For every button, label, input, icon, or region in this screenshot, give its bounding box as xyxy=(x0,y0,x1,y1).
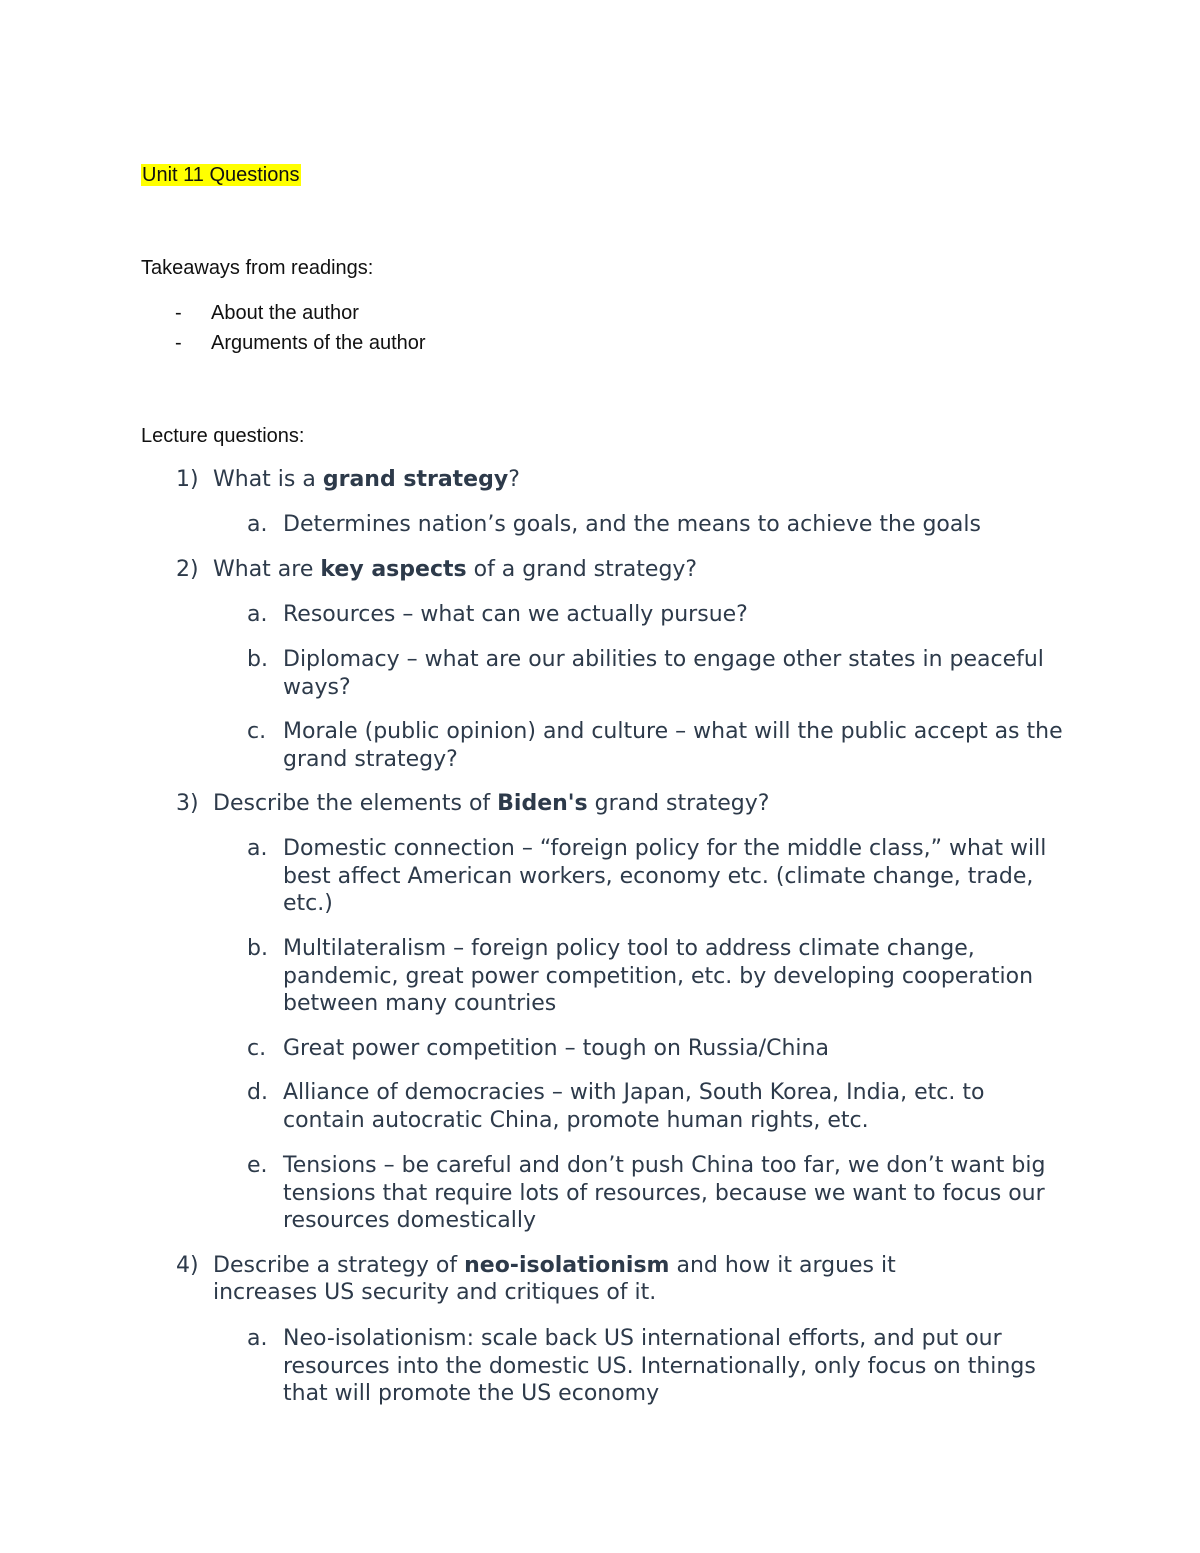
answer-text: Determines nation’s goals, and the means to achieve the goals xyxy=(283,512,981,537)
answer-letter: a. xyxy=(247,1326,268,1351)
answer-letter: b. xyxy=(247,936,268,961)
answer-text: Tensions – be careful and don’t push China too far, we don’t want big tensions that require lots of resources, because we want to focus our resources domestically xyxy=(283,1153,1046,1233)
question-number: 1) xyxy=(176,467,199,492)
answer-letter: b. xyxy=(247,647,268,672)
question-text: Describe a strategy of neo-isolationism and how it argues it increases US security and critiques of it. xyxy=(213,1253,896,1305)
answer-letter: e. xyxy=(247,1153,268,1178)
takeaway-item-text: About the author xyxy=(211,302,359,324)
bullet-dash: - xyxy=(175,332,182,354)
answer-text: Great power competition – tough on Russia/China xyxy=(283,1036,829,1061)
question-text: What is a grand strategy? xyxy=(213,467,520,492)
answer-letter: d. xyxy=(247,1080,268,1105)
answer-text: Morale (public opinion) and culture – what will the public accept as the grand strategy? xyxy=(283,719,1063,772)
answer-letter: c. xyxy=(247,1036,267,1061)
page-title-text: Unit 11 Questions xyxy=(142,164,300,186)
answer-letter: c. xyxy=(247,719,267,744)
question-text: What are key aspects of a grand strategy? xyxy=(213,557,698,582)
answer-letter: a. xyxy=(247,602,268,627)
question-number: 4) xyxy=(176,1253,199,1278)
answer-text: Multilateralism – foreign policy tool to address climate change, pandemic, great power competition, etc. by developing cooperation between many countries xyxy=(283,936,1034,1016)
question-number: 2) xyxy=(176,557,199,582)
question-number: 3) xyxy=(176,791,199,816)
answer-letter: a. xyxy=(247,512,268,537)
answer-text: Neo-isolationism: scale back US international efforts, and put our resources into the domestic US. Internationally, only focus on things that will promote the US economy xyxy=(283,1326,1036,1406)
bullet-dash: - xyxy=(175,302,182,324)
page-title xyxy=(141,163,301,187)
answer-text: Alliance of democracies – with Japan, South Korea, India, etc. to contain autocratic China, promote human rights, etc. xyxy=(283,1080,985,1133)
answer-letter: a. xyxy=(247,836,268,861)
takeaways-heading: Takeaways from readings: xyxy=(141,257,374,279)
answer-text: Domestic connection – “foreign policy for the middle class,” what will best affect American workers, economy etc. (climate change, trade, etc.) xyxy=(283,836,1047,916)
answer-text: Resources – what can we actually pursue? xyxy=(283,602,748,627)
answer-text: Diplomacy – what are our abilities to engage other states in peaceful ways? xyxy=(283,647,1044,700)
question-text: Describe the elements of Biden's grand strategy? xyxy=(213,791,770,816)
takeaway-item-text: Arguments of the author xyxy=(211,332,426,354)
lecture-heading: Lecture questions: xyxy=(141,425,305,447)
